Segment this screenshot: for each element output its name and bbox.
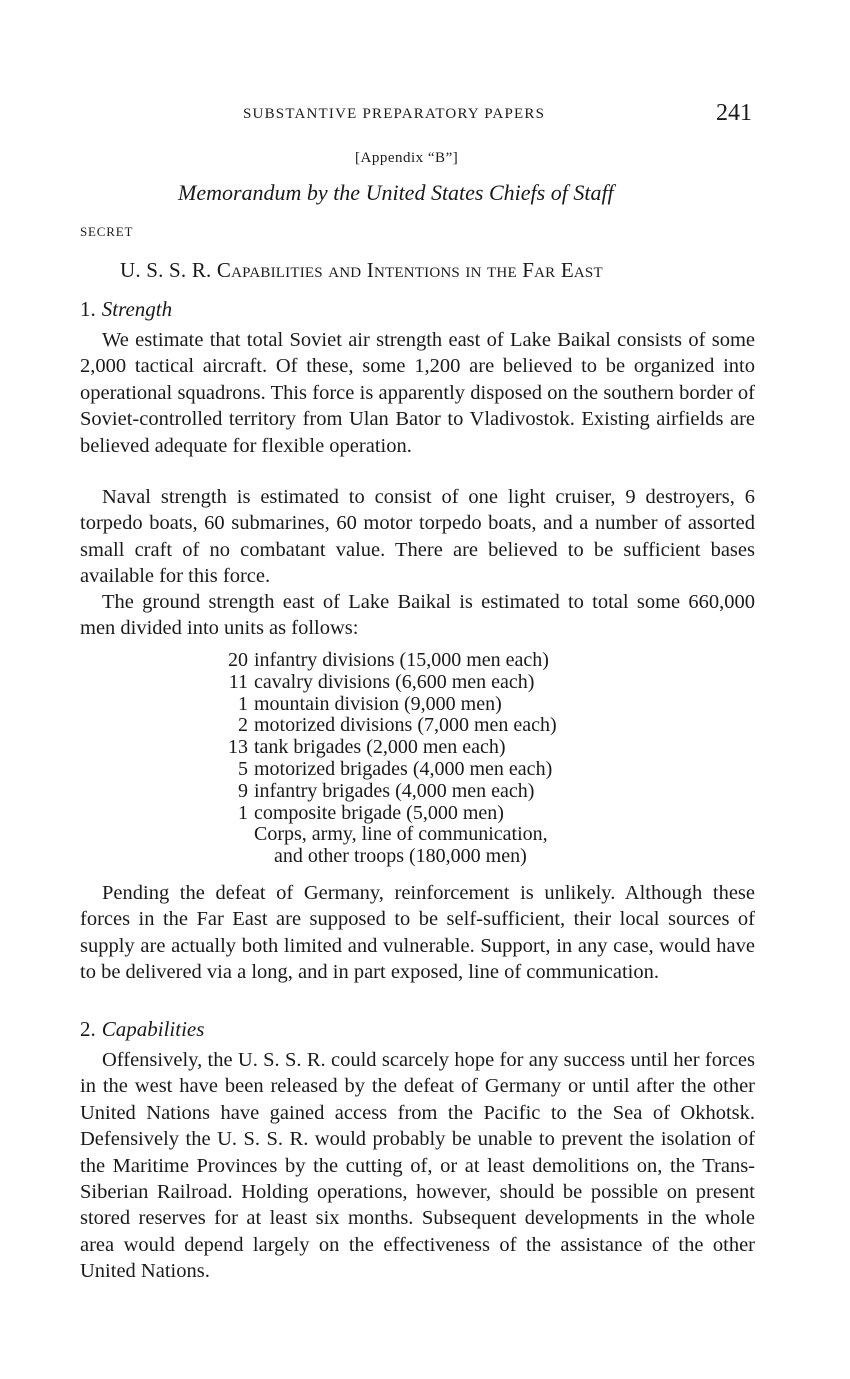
unit-label: motorized brigades (4,000 men each): [254, 757, 553, 780]
section-number: 2.: [80, 1017, 96, 1041]
section-number: 1.: [80, 297, 96, 321]
unit-count: 9: [238, 779, 248, 802]
paragraph-capabilities: Offensively, the U. S. S. R. could scarcely hope for any success until her forces in the west have been released by the defeat of Germany or until after the other United Nations have gained access from the Pacific to the Sea of Okhotsk. Defensively the U. S. S. R. would probably be unable to prevent the isolation of the Maritime Provinces by the cutting of, or at least demolitions on, the Trans-Siberian Railroad. Holding operations, however, should be possible on present stored reserves for at least six months. Subsequent developments in the whole area would depend largely on the effectiveness of the assistance of the other United Nations.: [80, 1049, 755, 1283]
unit-count: 2: [238, 714, 248, 737]
section-title: Strength: [101, 297, 173, 321]
document-title: U. S. S. R. Capabilities and Intentions in the Far East: [120, 258, 603, 282]
unit-row: [218, 759, 557, 781]
unit-count: 20: [228, 649, 248, 671]
unit-row: [218, 672, 557, 694]
unit-row: [218, 650, 557, 672]
section-heading-capabilities: [80, 1017, 204, 1042]
page-number: 241: [716, 100, 752, 126]
running-head: SUBSTANTIVE PREPARATORY PAPERS: [243, 106, 546, 122]
unit-row: [218, 694, 557, 716]
unit-count: 1: [238, 692, 248, 715]
section-heading-strength: [80, 297, 172, 322]
paragraph-air-strength: We estimate that total Soviet air strength east of Lake Baikal consists of some 2,000 tactical aircraft. Of these, some 1,200 are believed to be organized into operational squadrons. This force is apparently disposed on the southern border of Soviet-controlled territory from Ulan Bator to Vladivostok. Existing airfields are believed adequate for flexible operation.: [80, 329, 755, 457]
unit-label: tank brigades (2,000 men each): [254, 736, 506, 759]
unit-label: infantry brigades (4,000 men each): [254, 779, 535, 802]
unit-count: 11: [228, 670, 248, 693]
other-troops-line-2: and other troops (180,000 men): [274, 845, 527, 868]
memo-title: Memorandum by the United States Chiefs of Staff: [178, 180, 614, 205]
unit-list: [218, 650, 557, 868]
other-troops-line-1: Corps, army, line of communication,: [254, 823, 548, 846]
unit-count: 5: [238, 757, 248, 780]
unit-label: motorized divisions (7,000 men each): [254, 714, 557, 737]
unit-row: [218, 781, 557, 803]
unit-row: [218, 803, 557, 825]
classification-label: SECRET: [80, 224, 134, 239]
unit-label: cavalry divisions (6,600 men each): [254, 670, 535, 693]
unit-count: 1: [238, 801, 248, 824]
appendix-label: [Appendix “B”]: [355, 150, 459, 166]
unit-label: mountain division (9,000 men): [254, 692, 502, 715]
paragraph-ground-strength: The ground strength east of Lake Baikal is estimated to total some 660,000 men divided into units as follows:: [80, 591, 755, 640]
unit-count: 13: [228, 736, 248, 759]
section-title: Capabilities: [101, 1017, 205, 1041]
unit-label: infantry divisions (15,000 men each): [254, 649, 549, 671]
paragraph-naval-strength: Naval strength is estimated to consist of one light cruiser, 9 destroyers, 6 torpedo boats, 60 submarines, 60 motor torpedo boats, and a number of assorted small craft of no combatant value. There are believed to be sufficient bases available for this force.: [80, 486, 755, 588]
unit-row: [218, 737, 557, 759]
paragraph-pending: Pending the defeat of Germany, reinforcement is unlikely. Although these forces in the Far East are supposed to be self-sufficient, their local sources of supply are actually both limited and vulnerable. Support, in any case, would have to be delivered via a long, and in part exposed, line of communication.: [80, 882, 755, 984]
unit-row: [218, 715, 557, 737]
unit-label: composite brigade (5,000 men): [254, 801, 504, 824]
